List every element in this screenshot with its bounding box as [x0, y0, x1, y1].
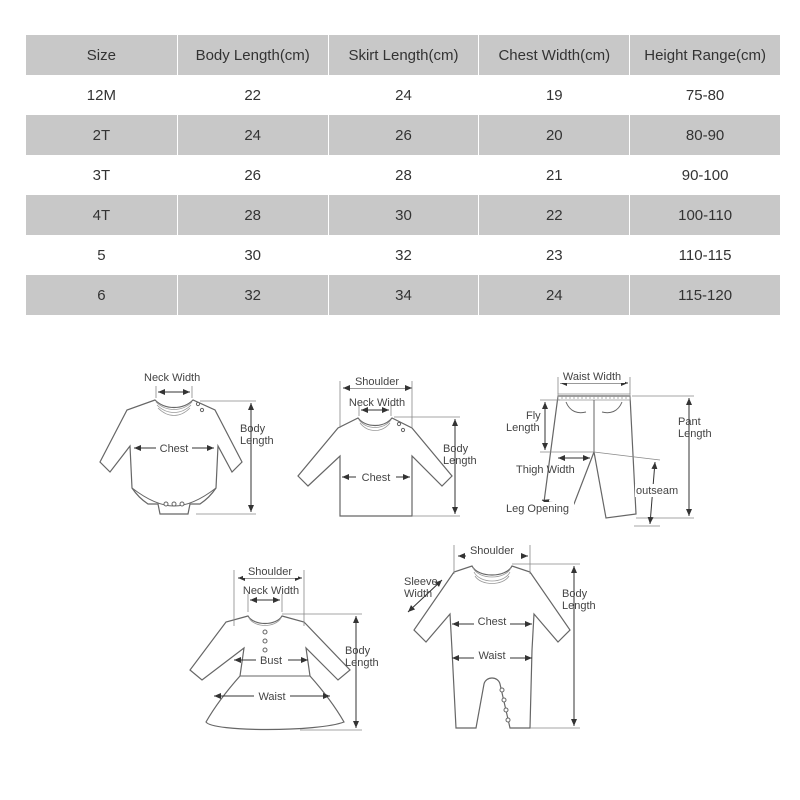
table-cell-body-length: 28 [177, 195, 328, 235]
bodysuit-chest-label: Chest [159, 443, 189, 455]
svg-text:Length: Length [562, 600, 596, 612]
table-cell-chest-width: 22 [478, 195, 629, 235]
table-cell-chest-width: 20 [478, 115, 629, 155]
pants-diagram [504, 370, 712, 526]
dress-outline [190, 616, 350, 730]
dress-waist-label: Waist [258, 691, 286, 703]
table-cell-body-length: 22 [177, 75, 328, 115]
pants-waist-width-label: Waist Width [562, 371, 622, 383]
bodysuit-body-length-label: Body [240, 423, 266, 435]
shirt-body-length-label: Body [443, 443, 469, 455]
table-cell-skirt-length: 30 [328, 195, 479, 235]
dress-neck-width-label: Neck Width [242, 585, 300, 597]
bodysuit-neck-width-label: Neck Width [144, 372, 201, 384]
romper-sleeve-width-label: Sleeve [404, 576, 438, 588]
table-cell-size: 3T [26, 155, 177, 195]
romper-chest-label: Chest [477, 616, 507, 628]
table-cell-height-range: 75-80 [629, 75, 780, 115]
table-cell-size: 2T [26, 115, 177, 155]
dress-bust-label: Bust [259, 655, 283, 667]
svg-text:Length: Length [443, 455, 477, 467]
table-cell-body-length: 24 [177, 115, 328, 155]
table-cell-chest-width: 19 [478, 75, 629, 115]
table-cell-size: 4T [26, 195, 177, 235]
romper-shoulder-label: Shoulder [469, 545, 515, 557]
table-cell-size: 12M [26, 75, 177, 115]
dress-shoulder-label: Shoulder [247, 566, 293, 578]
shirt-chest-label: Chest [361, 472, 391, 484]
shirt-neck-width-label: Neck Width [348, 397, 406, 409]
table-cell-skirt-length: 26 [328, 115, 479, 155]
column-header-body-length: Body Length(cm) [177, 35, 328, 75]
romper-body-length-label: Body [562, 588, 588, 600]
table-cell-height-range: 115-120 [629, 275, 780, 315]
shirt-diagram [298, 374, 477, 516]
pants-fly-length-label: Fly [526, 410, 541, 422]
table-cell-height-range: 90-100 [629, 155, 780, 195]
svg-text:Length: Length [678, 428, 712, 440]
table-cell-chest-width: 24 [478, 275, 629, 315]
table-cell-skirt-length: 34 [328, 275, 479, 315]
table-cell-skirt-length: 32 [328, 235, 479, 275]
table-cell-skirt-length: 28 [328, 155, 479, 195]
table-cell-chest-width: 21 [478, 155, 629, 195]
table-cell-height-range: 110-115 [629, 235, 780, 275]
column-header-size: Size [26, 35, 177, 75]
table-cell-chest-width: 23 [478, 235, 629, 275]
pants-leg-opening-label: Leg Opening [506, 503, 569, 515]
dress-body-length-label: Body [345, 645, 371, 657]
column-header-skirt-length: Skirt Length(cm) [328, 35, 479, 75]
table-cell-size: 6 [26, 275, 177, 315]
svg-text:Width: Width [404, 588, 433, 600]
pants-pant-length-label: Pant [678, 416, 701, 428]
table-cell-body-length: 32 [177, 275, 328, 315]
romper-diagram [404, 544, 596, 728]
column-header-chest-width: Chest Width(cm) [478, 35, 629, 75]
pants-outline [544, 396, 636, 518]
pants-thigh-width-label: Thigh Width [516, 464, 575, 476]
bodysuit-outline [100, 400, 242, 514]
romper-outline [414, 566, 570, 728]
shirt-shoulder-label: Shoulder [354, 376, 400, 388]
svg-text:Length: Length [345, 657, 379, 669]
table-cell-height-range: 80-90 [629, 115, 780, 155]
table-cell-size: 5 [26, 235, 177, 275]
pants-outseam-label: outseam [636, 485, 679, 497]
romper-waist-label: Waist [478, 650, 506, 662]
table-cell-skirt-length: 24 [328, 75, 479, 115]
svg-text:Length: Length [506, 422, 540, 434]
dress-diagram [190, 564, 379, 730]
shirt-outline [298, 418, 452, 516]
svg-text:Length: Length [240, 435, 274, 447]
bodysuit-diagram [100, 372, 274, 514]
table-cell-height-range: 100-110 [629, 195, 780, 235]
table-cell-body-length: 30 [177, 235, 328, 275]
column-header-height-range: Height Range(cm) [629, 35, 780, 75]
table-cell-body-length: 26 [177, 155, 328, 195]
